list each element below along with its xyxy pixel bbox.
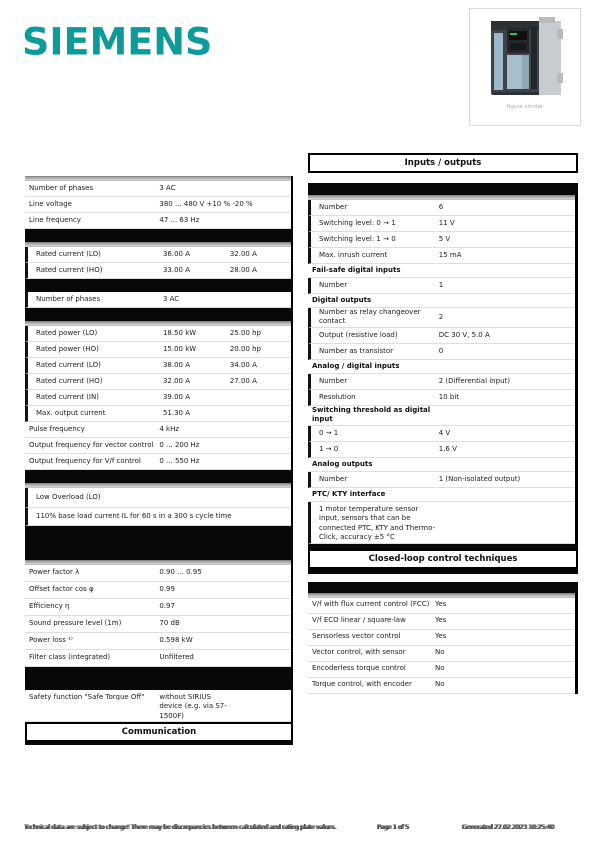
- table-row: [308, 390, 575, 406]
- spec-table: [308, 195, 578, 544]
- footer-disclaimer: Technical data are subject to change! There may be discrepancies between calculated and rating plate values.: [24, 823, 337, 831]
- table-row: [25, 422, 291, 438]
- row-label: 110% base load current IL for 60 s in a 300 s cycle time: [36, 511, 232, 520]
- row-value: No: [434, 648, 445, 657]
- row-label: PTC/ KTY interface: [312, 489, 386, 498]
- row-value: 15 mA: [438, 250, 462, 259]
- row-label: Max. inrush current: [319, 250, 388, 259]
- table-row: [308, 360, 575, 374]
- row-value: No: [434, 664, 445, 673]
- row-label: Rated current (HO): [36, 376, 103, 385]
- row-value: 1 (Non-isolated output): [438, 474, 521, 483]
- row-value: 5 V: [438, 234, 451, 243]
- row-label: Filter class (integrated): [29, 653, 111, 662]
- row-label: Digital outputs: [312, 295, 372, 304]
- table-row: [25, 342, 291, 358]
- redacted-section-bar: [308, 582, 578, 593]
- row-value: 11 V: [438, 218, 455, 227]
- row-label: Switching threshold as digital input: [312, 405, 431, 424]
- redacted-section-bar: [25, 678, 293, 690]
- row-label: 1 motor temperature sensor input, sensors that can be connected PTC, KTY and Thermo-Click, accuracy ±5 °C: [319, 504, 436, 542]
- table-row: [308, 458, 575, 472]
- siemens-logo: SIEMENS: [22, 20, 213, 64]
- figure-caption: figure similar: [506, 104, 544, 110]
- row-label: 0 → 1: [319, 428, 339, 437]
- row-label: Rated current (LO): [36, 360, 101, 369]
- section-header: Inputs / outputs: [308, 153, 578, 173]
- row-value: Yes: [434, 616, 447, 625]
- row-value-2: 25.00 hp: [229, 328, 261, 337]
- redacted-section-bar: [25, 526, 293, 560]
- table-row: [308, 248, 575, 264]
- spacer: [308, 173, 578, 183]
- row-value: 15.00 kW: [162, 344, 197, 353]
- row-label: Rated current (IN): [36, 392, 99, 401]
- row-value-2: 34.00 A: [229, 360, 257, 369]
- row-value: 0.598 kW: [159, 636, 193, 645]
- row-value: 0 ... 550 Hz: [159, 456, 200, 465]
- section-header: Communication: [25, 722, 293, 742]
- table-row: [25, 374, 291, 390]
- table-row: [25, 358, 291, 374]
- row-label: Encoderless torque control: [312, 664, 406, 673]
- table-row: [308, 278, 575, 294]
- row-value: 18.50 kW: [162, 328, 197, 337]
- row-value: 32.00 A: [162, 376, 190, 385]
- table-row: [25, 247, 291, 263]
- row-value: 1: [438, 280, 444, 289]
- row-label: Efficiency η: [29, 602, 70, 611]
- table-row: [25, 181, 291, 197]
- row-label: 1 → 0: [319, 444, 339, 453]
- row-value-2: 32.00 A: [229, 249, 257, 258]
- row-value: 0.99: [159, 585, 175, 594]
- row-label: Number: [319, 474, 348, 483]
- redacted-section-bar: [308, 183, 578, 195]
- table-row: [25, 326, 291, 342]
- table-row: [308, 472, 575, 488]
- table-row: [25, 565, 291, 582]
- table-row: [25, 690, 291, 722]
- row-label: Vector control, with sensor: [312, 648, 406, 657]
- section-header: Closed-loop control techniques: [308, 549, 578, 569]
- row-value-2: 20.00 hp: [229, 344, 261, 353]
- spec-table: [308, 593, 578, 694]
- redacted-section-bar: [25, 742, 293, 745]
- table-row: [308, 406, 575, 426]
- row-value: 2: [438, 312, 444, 321]
- spec-table: [25, 560, 293, 678]
- table-row: [25, 292, 291, 308]
- spec-table: [25, 321, 293, 470]
- row-value: 51.30 A: [162, 408, 190, 417]
- row-value: 0.90 ... 0.95: [159, 568, 202, 577]
- row-label: Sensorless vector control: [312, 632, 401, 641]
- table-row: [25, 582, 291, 599]
- row-label: Offset factor cos φ: [29, 585, 94, 594]
- row-label: Number of phases: [29, 183, 94, 192]
- table-row: [308, 216, 575, 232]
- row-value-2: 28.00 A: [229, 265, 257, 274]
- row-value: 38.00 A: [162, 360, 190, 369]
- redacted-row: [25, 667, 291, 678]
- row-value: Yes: [434, 600, 447, 609]
- row-label: Number as transistor: [319, 346, 393, 355]
- row-value: without SIRIUS device (e.g. via S7-1500F): [159, 693, 227, 720]
- row-value: No: [434, 680, 445, 689]
- table-row: [308, 662, 575, 678]
- row-label: Rated current (HO): [36, 265, 103, 274]
- table-row: [308, 264, 575, 278]
- table-row: [308, 502, 575, 544]
- row-value: 2 (Differential input): [438, 376, 510, 385]
- table-row: [308, 614, 575, 630]
- spec-table: [25, 690, 293, 722]
- page-footer: [0, 821, 601, 835]
- row-label: Power loss ¹⁾: [29, 636, 73, 645]
- row-label: Switching level: 1 → 0: [319, 234, 396, 243]
- redacted-section-bar: [25, 470, 293, 483]
- row-label: Rated power (LO): [36, 328, 98, 337]
- row-value: 1.6 V: [438, 444, 457, 453]
- product-image-box: [469, 8, 581, 126]
- row-label: Switching level: 0 → 1: [319, 218, 396, 227]
- right-spec-column: [308, 153, 578, 694]
- spec-table: [25, 176, 293, 229]
- row-label: Rated current (LO): [36, 249, 101, 258]
- table-row: [25, 213, 291, 229]
- spec-table: [25, 242, 293, 279]
- table-row: [25, 197, 291, 213]
- row-label: Number of phases: [36, 294, 101, 303]
- row-label: Number as relay changeover contact: [319, 308, 421, 326]
- table-row: [308, 328, 575, 344]
- row-value: 380 ... 480 V +10 % -20 %: [159, 199, 253, 208]
- row-label: Resolution: [319, 392, 356, 401]
- table-row: [308, 294, 575, 308]
- table-row: [25, 599, 291, 616]
- table-row: [308, 426, 575, 442]
- row-value: 10 bit: [438, 392, 460, 401]
- spacer: [308, 574, 578, 582]
- row-value: 4 kHz: [159, 424, 180, 433]
- row-value: 0: [438, 346, 444, 355]
- row-label: Pulse frequency: [29, 424, 85, 433]
- row-label: Max. output current: [36, 408, 106, 417]
- left-spec-column: [25, 176, 293, 745]
- table-row: [308, 442, 575, 458]
- redacted-section-bar: [25, 229, 293, 242]
- table-row: [25, 488, 291, 508]
- row-label: V/f ECO linear / square-law: [312, 616, 406, 625]
- row-value: 36.00 A: [162, 249, 190, 258]
- row-label: Number: [319, 376, 348, 385]
- spec-table: [25, 483, 293, 526]
- row-label: Line voltage: [29, 199, 72, 208]
- row-label: Analog outputs: [312, 459, 373, 468]
- table-row: [25, 454, 291, 470]
- table-row: [308, 232, 575, 248]
- table-row: [308, 200, 575, 216]
- table-row: [25, 406, 291, 422]
- row-label: Number: [319, 280, 348, 289]
- row-label: Fail-safe digital inputs: [312, 265, 401, 274]
- row-label: V/f with flux current control (FCC): [312, 600, 430, 609]
- row-value: 39.00 A: [162, 392, 190, 401]
- table-row: [25, 616, 291, 633]
- row-label: Rated power (HO): [36, 344, 99, 353]
- row-value: 70 dB: [159, 619, 180, 628]
- row-value: DC 30 V, 5.0 A: [438, 330, 490, 339]
- redacted-section-bar: [25, 308, 293, 321]
- row-value: Unfiltered: [159, 653, 194, 662]
- row-label: Sound pressure level (1m): [29, 619, 122, 628]
- table-row: [25, 508, 291, 526]
- row-value: Yes: [434, 632, 447, 641]
- table-row: [25, 263, 291, 279]
- row-label: Output frequency for vector control: [29, 440, 154, 449]
- redacted-section-bar: [25, 279, 293, 292]
- table-row: [25, 633, 291, 650]
- row-value: 4 V: [438, 428, 451, 437]
- table-row: [308, 488, 575, 502]
- table-row: [308, 598, 575, 614]
- row-value: 0.97: [159, 602, 175, 611]
- row-value: 0 ... 200 Hz: [159, 440, 200, 449]
- footer-page-number: Page 1 of 5: [377, 823, 409, 831]
- row-label: Line frequency: [29, 215, 81, 224]
- row-label: Output frequency for V/f control: [29, 456, 141, 465]
- table-row: [308, 630, 575, 646]
- footer-generated: Generated 27.02.2023 10:25:40: [462, 823, 554, 831]
- row-value-2: 27.00 A: [229, 376, 257, 385]
- row-label: Torque control, with encoder: [312, 680, 412, 689]
- row-value: 3 AC: [159, 183, 176, 192]
- drive-product-image: [477, 15, 573, 101]
- row-value: 3 AC: [162, 294, 180, 303]
- table-row: [308, 344, 575, 360]
- row-label: Power factor λ: [29, 568, 80, 577]
- row-label: Analog / digital inputs: [312, 361, 400, 370]
- table-row: [308, 308, 575, 328]
- table-row: [25, 390, 291, 406]
- table-row: [25, 650, 291, 667]
- table-row: [308, 678, 575, 694]
- row-value: 6: [438, 202, 444, 211]
- spec-table: [25, 292, 293, 308]
- row-label: Low Overload (LO): [36, 492, 101, 501]
- table-row: [308, 374, 575, 390]
- row-label: Safety function "Safe Torque Off": [29, 693, 145, 701]
- row-value: 33.00 A: [162, 265, 190, 274]
- row-value: 47 ... 63 Hz: [159, 215, 200, 224]
- row-label: Number: [319, 202, 348, 211]
- table-row: [308, 646, 575, 662]
- row-label: Output (resistive load): [319, 330, 398, 339]
- table-row: [25, 438, 291, 454]
